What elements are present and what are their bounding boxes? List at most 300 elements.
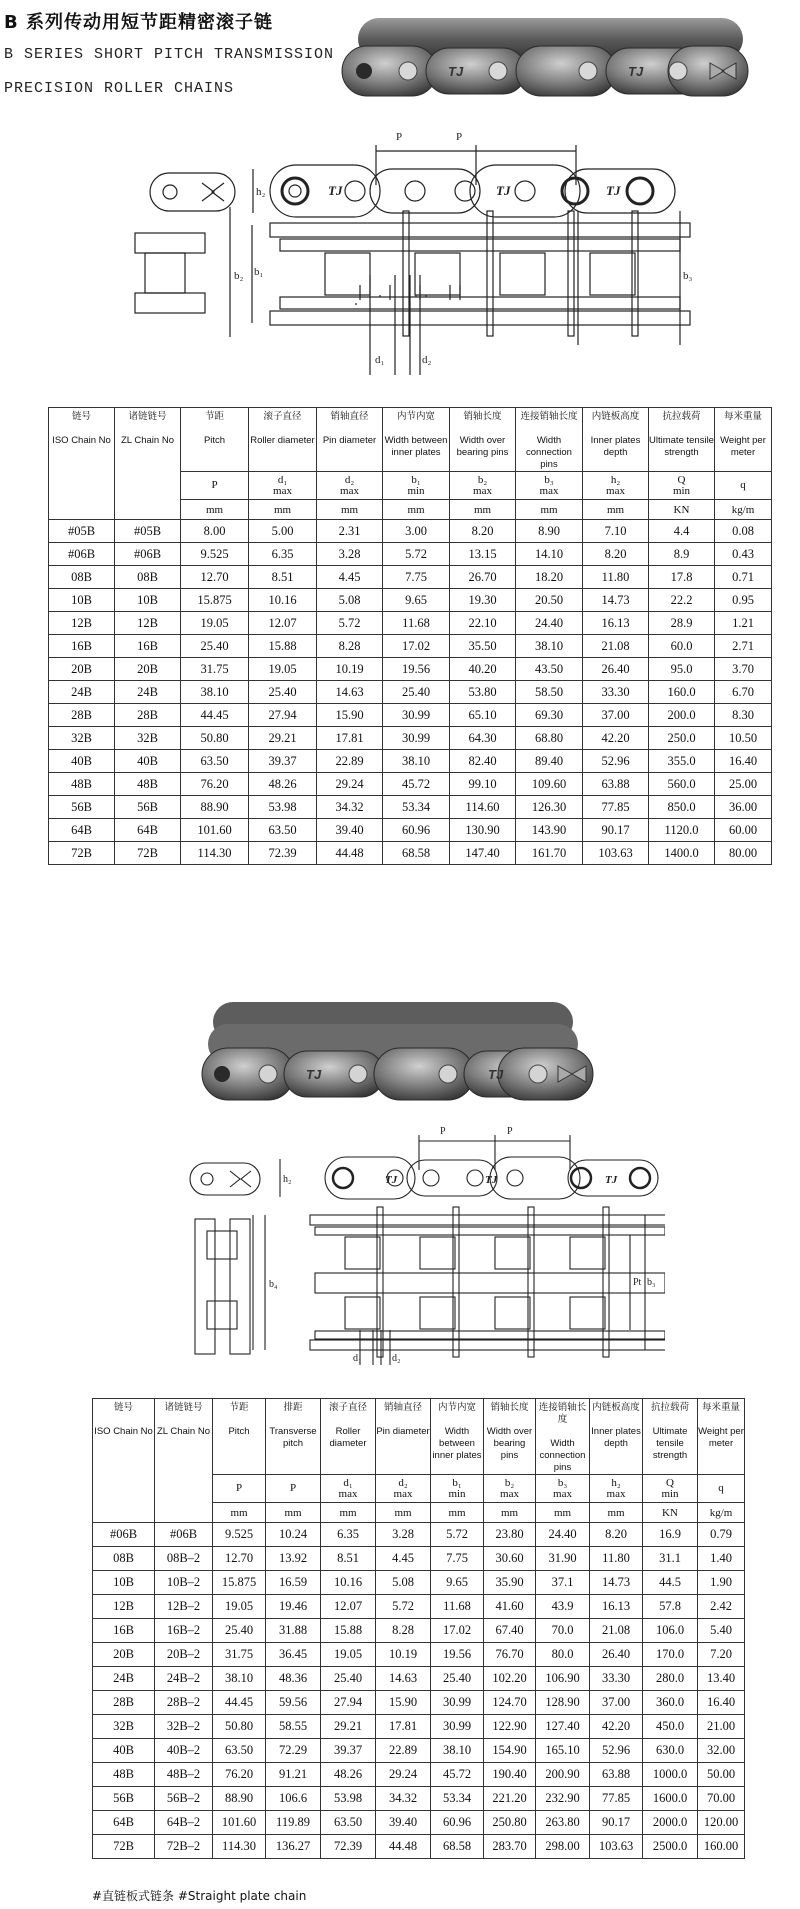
table-cell: 21.08: [583, 635, 649, 658]
table-cell: 27.94: [249, 704, 317, 727]
column-unit: mm: [516, 500, 583, 520]
table-cell: 6.35: [321, 1523, 376, 1547]
table-cell: 14.10: [516, 543, 583, 566]
table-cell: 19.05: [249, 658, 317, 681]
table-cell: 38.10: [213, 1667, 266, 1691]
table-row: [49, 589, 772, 612]
column-symbol: [321, 1475, 376, 1503]
iso-chain-no-cell: #06B: [93, 1523, 155, 1547]
column-header-en: ISO Chain No: [94, 1426, 153, 1437]
table-row: [93, 1523, 745, 1547]
table-cell: 17.8: [649, 566, 715, 589]
column-symbol-text: P: [211, 479, 218, 491]
zl-chain-no-cell: #06B: [155, 1523, 213, 1547]
table-cell: 48.26: [249, 773, 317, 796]
zl-chain-no-cell: 12B–2: [155, 1595, 213, 1619]
table-cell: 2000.0: [643, 1811, 698, 1835]
h2-label: h₂: [256, 186, 266, 198]
table-cell: 52.96: [590, 1739, 643, 1763]
table-cell: 31.75: [213, 1643, 266, 1667]
column-header: [376, 1399, 431, 1475]
table-cell: 17.02: [383, 635, 450, 658]
table-row: [93, 1763, 745, 1787]
column-symbol: [583, 472, 649, 500]
column-symbol-sub: max: [606, 484, 625, 497]
column-symbol-sub: min: [672, 484, 691, 497]
table-cell: 52.96: [583, 750, 649, 773]
table-row: [93, 1547, 745, 1571]
table-cell: 11.80: [583, 566, 649, 589]
table-cell: 17.81: [317, 727, 383, 750]
zl-chain-no-cell: 56B: [115, 796, 181, 819]
column-header-en: Width over bearing pins: [456, 435, 509, 458]
column-symbol-text: Q: [666, 1476, 674, 1489]
table-cell: 8.30: [715, 704, 772, 727]
table-cell: 42.20: [590, 1715, 643, 1739]
table-cell: 70.00: [698, 1787, 745, 1811]
table-cell: 5.00: [249, 520, 317, 543]
table-cell: 13.15: [450, 543, 516, 566]
table-row: [93, 1691, 745, 1715]
table-cell: 2.71: [715, 635, 772, 658]
table-cell: 89.40: [516, 750, 583, 773]
column-unit: kg/m: [698, 1503, 745, 1523]
column-header-cn: 连接销轴长度: [538, 1402, 587, 1425]
table-cell: 64.30: [450, 727, 516, 750]
table-cell: 8.90: [516, 520, 583, 543]
column-header: [155, 1399, 213, 1523]
zl-chain-no-cell: 48B–2: [155, 1763, 213, 1787]
iso-chain-no-cell: 10B: [49, 589, 115, 612]
table-cell: 70.0: [536, 1619, 590, 1643]
iso-chain-no-cell: 56B: [49, 796, 115, 819]
table-row: [49, 635, 772, 658]
zl-chain-no-cell: 20B: [115, 658, 181, 681]
table-cell: 8.28: [376, 1619, 431, 1643]
table-cell: 4.45: [317, 566, 383, 589]
table-cell: 69.30: [516, 704, 583, 727]
plate-mark: TJ: [605, 1174, 618, 1186]
page-title-en-line2: PRECISION ROLLER CHAINS: [4, 80, 235, 97]
table-cell: 16.59: [266, 1571, 321, 1595]
table-cell: 200.0: [649, 704, 715, 727]
duplex-chain-photo: [198, 996, 603, 1111]
table-cell: 2500.0: [643, 1835, 698, 1859]
table-row: [93, 1835, 745, 1859]
zl-chain-no-cell: 40B–2: [155, 1739, 213, 1763]
table-cell: 630.0: [643, 1739, 698, 1763]
column-header-en: Weight per meter: [698, 1426, 744, 1449]
table-cell: 77.85: [583, 796, 649, 819]
table-cell: 33.30: [583, 681, 649, 704]
table-cell: 16.40: [698, 1691, 745, 1715]
table-cell: 5.72: [431, 1523, 484, 1547]
column-unit: mm: [317, 500, 383, 520]
table-cell: 30.60: [484, 1547, 536, 1571]
table-cell: 44.45: [181, 704, 249, 727]
column-header: [115, 408, 181, 520]
column-header-cn: 每米重量: [723, 411, 762, 422]
table-row: [93, 1811, 745, 1835]
table-cell: 101.60: [181, 819, 249, 842]
iso-chain-no-cell: 28B: [49, 704, 115, 727]
table-cell: 21.00: [698, 1715, 745, 1739]
d1-label: d₁: [353, 1353, 362, 1364]
column-header-en: ISO Chain No: [52, 435, 111, 446]
column-symbol: [484, 1475, 536, 1503]
table-row: [93, 1739, 745, 1763]
column-header: [181, 408, 249, 472]
column-symbol-text: b₁: [411, 473, 421, 486]
column-symbol-text: d₂: [398, 1476, 408, 1489]
column-symbol-text: d₂: [344, 473, 355, 486]
table-cell: 25.00: [715, 773, 772, 796]
column-header: [516, 408, 583, 472]
table-cell: 122.90: [484, 1715, 536, 1739]
table-cell: 1.90: [698, 1571, 745, 1595]
table-cell: 2.42: [698, 1595, 745, 1619]
column-header-cn: 连接销轴长度: [520, 411, 578, 422]
table-cell: 22.10: [450, 612, 516, 635]
table-row: [93, 1787, 745, 1811]
table-cell: 0.95: [715, 589, 772, 612]
column-header-en: Ultimate tensile strength: [652, 1426, 688, 1461]
svg-text:TJ: TJ: [628, 64, 644, 79]
duplex-spec-table: [92, 1398, 745, 1859]
column-symbol-text: h₂: [610, 473, 621, 486]
table-cell: 120.00: [698, 1811, 745, 1835]
table-cell: 22.2: [649, 589, 715, 612]
pitch-label: P: [440, 1126, 446, 1137]
zl-chain-no-cell: 20B–2: [155, 1643, 213, 1667]
table-row: [93, 1643, 745, 1667]
zl-chain-no-cell: 56B–2: [155, 1787, 213, 1811]
table-cell: 5.72: [376, 1595, 431, 1619]
column-header-cn: 诸链链号: [164, 1402, 203, 1413]
column-symbol-sub: min: [448, 1487, 466, 1500]
table-cell: 30.99: [383, 704, 450, 727]
table-cell: 44.45: [213, 1691, 266, 1715]
table-cell: 44.5: [643, 1571, 698, 1595]
table-cell: 136.27: [266, 1835, 321, 1859]
zl-chain-no-cell: #06B: [115, 543, 181, 566]
b3-label: b₃: [647, 1277, 656, 1288]
column-header-en: Ultimate tensile strength: [649, 435, 714, 458]
table-cell: 22.89: [376, 1739, 431, 1763]
table-cell: 4.45: [376, 1547, 431, 1571]
table-cell: 2.31: [317, 520, 383, 543]
plate-mark: TJ: [328, 183, 343, 198]
table-row: [49, 704, 772, 727]
zl-chain-no-cell: 24B–2: [155, 1667, 213, 1691]
table-cell: 53.80: [450, 681, 516, 704]
table-cell: 1.40: [698, 1547, 745, 1571]
table-cell: 58.55: [266, 1715, 321, 1739]
table-cell: 106.6: [266, 1787, 321, 1811]
column-unit: mm: [484, 1503, 536, 1523]
table-row: [49, 612, 772, 635]
table-cell: 232.90: [536, 1787, 590, 1811]
table-row: [93, 1619, 745, 1643]
table-cell: 40.20: [450, 658, 516, 681]
iso-chain-no-cell: 08B: [93, 1547, 155, 1571]
zl-chain-no-cell: 12B: [115, 612, 181, 635]
column-symbol-sub: max: [473, 484, 492, 497]
table-cell: 10.16: [249, 589, 317, 612]
h2-label: h₂: [283, 1174, 292, 1185]
table-cell: 15.90: [376, 1691, 431, 1715]
table-cell: 91.21: [266, 1763, 321, 1787]
table-row: [49, 842, 772, 865]
table-cell: 53.34: [383, 796, 450, 819]
column-symbol: [383, 472, 450, 500]
table-cell: 72.39: [321, 1835, 376, 1859]
column-symbol: [698, 1475, 745, 1503]
table-cell: 29.24: [317, 773, 383, 796]
table-cell: 90.17: [583, 819, 649, 842]
table-cell: 37.1: [536, 1571, 590, 1595]
iso-chain-no-cell: 56B: [93, 1787, 155, 1811]
table-cell: 48.36: [266, 1667, 321, 1691]
iso-chain-no-cell: 32B: [93, 1715, 155, 1739]
table-cell: 37.00: [590, 1691, 643, 1715]
table-cell: 14.63: [376, 1667, 431, 1691]
table-cell: 8.9: [649, 543, 715, 566]
table-cell: 29.21: [249, 727, 317, 750]
iso-chain-no-cell: 28B: [93, 1691, 155, 1715]
table-cell: 43.50: [516, 658, 583, 681]
table-cell: 29.21: [321, 1715, 376, 1739]
table-cell: 72.39: [249, 842, 317, 865]
table-cell: 63.50: [181, 750, 249, 773]
table-cell: 80.0: [536, 1643, 590, 1667]
zl-chain-no-cell: 64B–2: [155, 1811, 213, 1835]
column-header-cn: 节距: [204, 411, 224, 422]
zl-chain-no-cell: 32B–2: [155, 1715, 213, 1739]
table-cell: 25.40: [249, 681, 317, 704]
page-title-cn: B 系列传动用短节距精密滚子链: [4, 12, 273, 33]
table-cell: 45.72: [383, 773, 450, 796]
table-cell: 161.70: [516, 842, 583, 865]
table-cell: 25.40: [321, 1667, 376, 1691]
column-header: [484, 1399, 536, 1475]
iso-chain-no-cell: 10B: [93, 1571, 155, 1595]
table-cell: 76.20: [181, 773, 249, 796]
table-cell: 0.71: [715, 566, 772, 589]
table-cell: 15.88: [321, 1619, 376, 1643]
column-header-cn: 滚子直径: [263, 411, 302, 422]
column-symbol-text: h₂: [611, 1476, 621, 1489]
table-cell: 10.16: [321, 1571, 376, 1595]
column-header-en: Pitch: [228, 1426, 250, 1437]
column-unit: mm: [266, 1503, 321, 1523]
table-cell: 280.0: [643, 1667, 698, 1691]
table-cell: 15.88: [249, 635, 317, 658]
zl-chain-no-cell: 16B–2: [155, 1619, 213, 1643]
table-cell: 5.08: [376, 1571, 431, 1595]
table-cell: 124.70: [484, 1691, 536, 1715]
table-cell: 560.0: [649, 773, 715, 796]
table-cell: 6.35: [249, 543, 317, 566]
table-cell: 26.40: [590, 1643, 643, 1667]
table-cell: 19.30: [450, 589, 516, 612]
table-cell: 7.75: [383, 566, 450, 589]
table-cell: 283.70: [484, 1835, 536, 1859]
table-row: [49, 681, 772, 704]
table-row: [93, 1571, 745, 1595]
table-cell: 36.45: [266, 1643, 321, 1667]
table-cell: 63.50: [213, 1739, 266, 1763]
table-cell: 11.68: [431, 1595, 484, 1619]
table-cell: 850.0: [649, 796, 715, 819]
table-cell: 19.46: [266, 1595, 321, 1619]
column-symbol-sub: min: [407, 484, 425, 497]
table-cell: 32.00: [698, 1739, 745, 1763]
table-cell: 10.50: [715, 727, 772, 750]
iso-chain-no-cell: 72B: [93, 1835, 155, 1859]
simplex-chain-drawing: [120, 125, 720, 380]
table-cell: 63.50: [321, 1811, 376, 1835]
column-symbol: [317, 472, 383, 500]
iso-chain-no-cell: 48B: [93, 1763, 155, 1787]
column-header-cn: 销轴长度: [490, 1402, 529, 1413]
table-cell: 16.40: [715, 750, 772, 773]
pitch-label: P: [507, 1126, 513, 1137]
table-cell: 90.17: [590, 1811, 643, 1835]
table-cell: 35.90: [484, 1571, 536, 1595]
zl-chain-no-cell: 48B: [115, 773, 181, 796]
pt-label: Pt: [633, 1277, 642, 1288]
table-cell: 60.96: [431, 1811, 484, 1835]
table-cell: 128.90: [536, 1691, 590, 1715]
table-row: [49, 520, 772, 543]
table-cell: 15.90: [317, 704, 383, 727]
table-cell: 30.99: [431, 1691, 484, 1715]
table-cell: 10.24: [266, 1523, 321, 1547]
column-header-en: Transverse pitch: [269, 1426, 317, 1449]
table-cell: 34.32: [317, 796, 383, 819]
table-cell: 19.56: [383, 658, 450, 681]
iso-chain-no-cell: 16B: [93, 1619, 155, 1643]
table-cell: 43.9: [536, 1595, 590, 1619]
table-cell: 114.30: [213, 1835, 266, 1859]
table-cell: 35.50: [450, 635, 516, 658]
column-symbol-sub: max: [393, 1487, 413, 1500]
table-cell: 15.875: [181, 589, 249, 612]
table-cell: 6.70: [715, 681, 772, 704]
column-symbol-text: q: [740, 479, 746, 491]
column-header-en: ZL Chain No: [121, 435, 174, 446]
table-cell: 13.40: [698, 1667, 745, 1691]
table-cell: 31.1: [643, 1547, 698, 1571]
table-cell: 88.90: [213, 1787, 266, 1811]
table-cell: 263.80: [536, 1811, 590, 1835]
column-header-cn: 排距: [283, 1402, 303, 1413]
table-cell: 16.13: [590, 1595, 643, 1619]
table-cell: 63.50: [249, 819, 317, 842]
table-cell: 12.07: [249, 612, 317, 635]
column-symbol-sub: min: [661, 1487, 679, 1500]
table-cell: 360.0: [643, 1691, 698, 1715]
table-cell: 77.85: [590, 1787, 643, 1811]
column-unit: mm: [450, 500, 516, 520]
table-row: [93, 1667, 745, 1691]
table-cell: 99.10: [450, 773, 516, 796]
column-header-cn: 内链板高度: [591, 411, 640, 422]
iso-chain-no-cell: 16B: [49, 635, 115, 658]
table-cell: 9.65: [431, 1571, 484, 1595]
iso-chain-no-cell: 24B: [49, 681, 115, 704]
table-cell: 10.19: [376, 1643, 431, 1667]
table-cell: 160.00: [698, 1835, 745, 1859]
table-cell: 36.00: [715, 796, 772, 819]
column-symbol: [431, 1475, 484, 1503]
table-cell: 1400.0: [649, 842, 715, 865]
table-cell: 11.68: [383, 612, 450, 635]
iso-chain-no-cell: 20B: [93, 1643, 155, 1667]
table-cell: 68.58: [383, 842, 450, 865]
column-header: [49, 408, 115, 520]
column-symbol: [715, 472, 772, 500]
table-row: [49, 658, 772, 681]
column-symbol: [450, 472, 516, 500]
zl-chain-no-cell: 32B: [115, 727, 181, 750]
table-cell: 18.20: [516, 566, 583, 589]
column-symbol: [649, 472, 715, 500]
table-cell: 3.28: [376, 1523, 431, 1547]
zl-chain-no-cell: 08B: [115, 566, 181, 589]
table-cell: 190.40: [484, 1763, 536, 1787]
table-cell: 44.48: [317, 842, 383, 865]
zl-chain-no-cell: 24B: [115, 681, 181, 704]
table-cell: 76.20: [213, 1763, 266, 1787]
column-symbol-text: b₁: [452, 1476, 462, 1489]
table-cell: 143.90: [516, 819, 583, 842]
table-cell: 27.94: [321, 1691, 376, 1715]
column-header-en: Roller diameter: [250, 435, 315, 446]
table-cell: 5.40: [698, 1619, 745, 1643]
table-cell: 38.10: [181, 681, 249, 704]
table-cell: 25.40: [181, 635, 249, 658]
table-cell: 160.0: [649, 681, 715, 704]
column-unit: kg/m: [715, 500, 772, 520]
table-cell: 53.98: [321, 1787, 376, 1811]
table-cell: 7.10: [583, 520, 649, 543]
table-cell: 8.20: [590, 1523, 643, 1547]
table-cell: 19.56: [431, 1643, 484, 1667]
table-cell: 60.96: [383, 819, 450, 842]
table-cell: 14.73: [590, 1571, 643, 1595]
table-cell: 450.0: [643, 1715, 698, 1739]
table-cell: 119.89: [266, 1811, 321, 1835]
table-cell: 82.40: [450, 750, 516, 773]
iso-chain-no-cell: 40B: [49, 750, 115, 773]
table-cell: 109.60: [516, 773, 583, 796]
table-cell: 12.07: [321, 1595, 376, 1619]
table-cell: 60.00: [715, 819, 772, 842]
table-cell: 31.75: [181, 658, 249, 681]
column-header-cn: 诸链链号: [128, 411, 167, 422]
table-cell: 72.29: [266, 1739, 321, 1763]
table-cell: 48.26: [321, 1763, 376, 1787]
table-cell: 147.40: [450, 842, 516, 865]
table-cell: 103.63: [590, 1835, 643, 1859]
table-cell: 0.43: [715, 543, 772, 566]
table-cell: 39.37: [321, 1739, 376, 1763]
table-cell: 355.0: [649, 750, 715, 773]
column-header-cn: 销轴直径: [383, 1402, 422, 1413]
column-header-cn: 内链板高度: [592, 1402, 640, 1413]
